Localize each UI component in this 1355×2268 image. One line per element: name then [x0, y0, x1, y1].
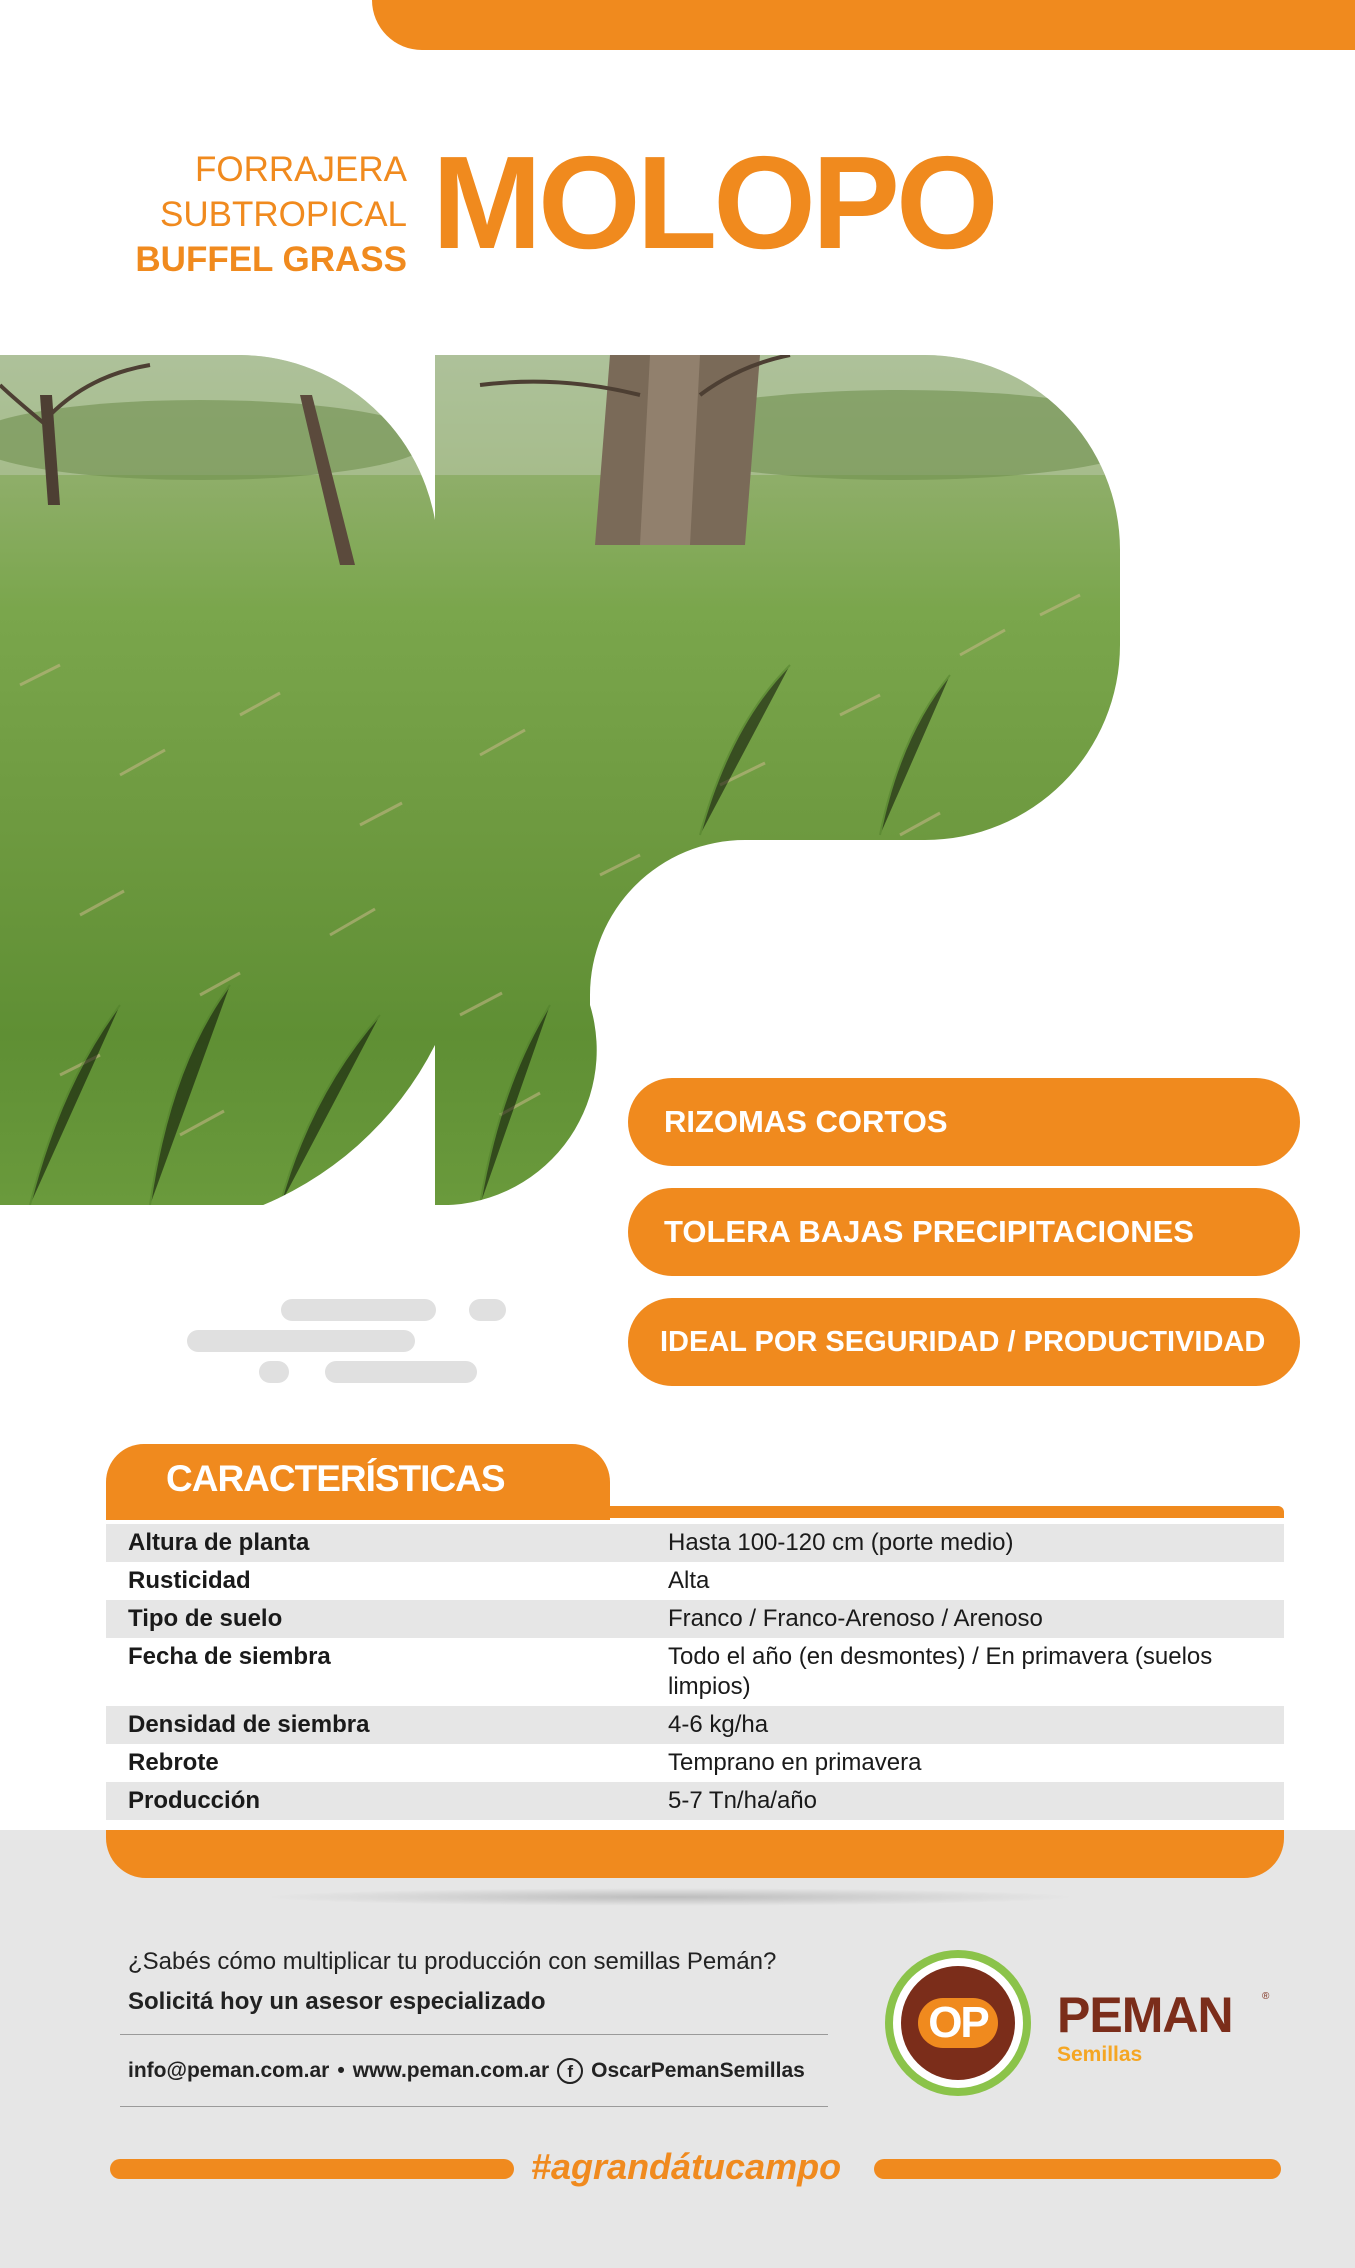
- divider: [120, 2034, 828, 2035]
- row-label: Densidad de siembra: [128, 1711, 370, 1738]
- table-row: [106, 1600, 1284, 1638]
- logo-mark-text: OP: [918, 1998, 998, 2048]
- subtitle-subtropical: SUBTROPICAL: [160, 195, 407, 234]
- decorative-gray-bar: [259, 1361, 289, 1383]
- decorative-gray-bar: [325, 1361, 477, 1383]
- footer-question: ¿Sabés cómo multiplicar tu producción con semillas Pemán?: [128, 1948, 777, 1975]
- peman-logo-mark: [901, 1966, 1015, 2080]
- hashtag-bar-right: [874, 2159, 1281, 2179]
- product-title: MOLOPO: [432, 129, 995, 276]
- subtitle-buffel-grass: BUFFEL GRASS: [135, 240, 407, 279]
- feature-pill-tolera: TOLERA BAJAS PRECIPITACIONES: [628, 1188, 1300, 1276]
- characteristics-top-line: [106, 1506, 1284, 1518]
- facebook-link[interactable]: OscarPemanSemillas: [591, 2059, 805, 2082]
- email-link[interactable]: info@peman.com.ar: [128, 2059, 330, 2082]
- facebook-icon: f: [557, 2058, 583, 2084]
- table-row: [106, 1562, 1284, 1600]
- feature-pill-rizomas: RIZOMAS CORTOS: [628, 1078, 1300, 1166]
- characteristics-table: [106, 1524, 1284, 1820]
- table-row: [106, 1524, 1284, 1562]
- brand-subtitle: Semillas: [1057, 2043, 1143, 2066]
- row-value: Alta: [668, 1567, 710, 1594]
- footer-cta: Solicitá hoy un asesor especializado: [128, 1988, 546, 2015]
- registered-mark: ®: [1262, 1991, 1270, 2002]
- decorative-gray-bar: [281, 1299, 436, 1321]
- hashtag-bar-left: [110, 2159, 514, 2179]
- row-label: Rebrote: [128, 1749, 219, 1776]
- row-label: Rusticidad: [128, 1567, 251, 1594]
- row-label: Producción: [128, 1787, 261, 1814]
- row-label: Tipo de suelo: [128, 1605, 283, 1632]
- row-value: Franco / Franco-Arenoso / Arenoso: [668, 1605, 1043, 1632]
- brand-name: PEMAN: [1057, 1987, 1233, 2043]
- row-value: Temprano en primavera: [668, 1749, 922, 1776]
- decorative-gray-bar: [187, 1330, 415, 1352]
- characteristics-bottom-bar: [106, 1830, 1284, 1878]
- website-link[interactable]: www.peman.com.ar: [352, 2059, 550, 2082]
- table-row: [106, 1744, 1284, 1782]
- row-label: Fecha de siembra: [128, 1643, 331, 1670]
- contact-line: [128, 2058, 805, 2084]
- table-row: [106, 1782, 1284, 1820]
- row-value: Hasta 100-120 cm (porte medio): [668, 1529, 1014, 1556]
- decorative-gray-bar: [469, 1299, 506, 1321]
- table-row: [106, 1638, 1284, 1706]
- hashtag: #agrandátucampo: [531, 2146, 842, 2187]
- row-value: 5-7 Tn/ha/año: [668, 1787, 818, 1814]
- divider: [120, 2106, 828, 2107]
- table-row: [106, 1706, 1284, 1744]
- characteristics-title: CARACTERÍSTICAS: [166, 1458, 505, 1499]
- subtitle-forrajera: FORRAJERA: [195, 150, 407, 189]
- top-accent-bar: [372, 0, 1355, 50]
- drop-shadow: [260, 1888, 1080, 1906]
- row-label: Altura de planta: [128, 1529, 310, 1556]
- row-value: Todo el año (en desmontes) / En primavera (suelos limpios): [668, 1643, 1213, 1700]
- feature-pill-ideal: IDEAL POR SEGURIDAD / PRODUCTIVIDAD: [628, 1298, 1300, 1386]
- separator-dot: •: [337, 2059, 345, 2082]
- row-value: 4-6 kg/ha: [668, 1711, 769, 1738]
